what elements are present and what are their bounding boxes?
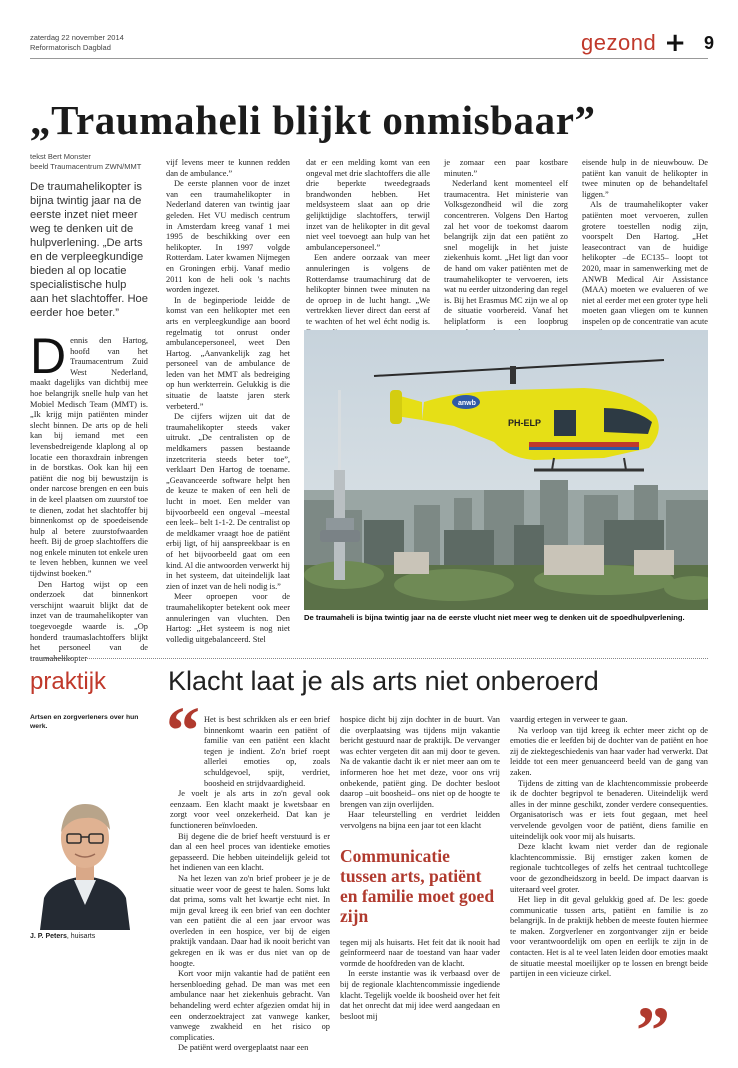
article2-column-1 bbox=[170, 715, 330, 1054]
photo-logo: anwb bbox=[458, 400, 476, 407]
column-section-name: praktijk bbox=[30, 668, 107, 695]
article2-column-2 bbox=[340, 715, 500, 1022]
body-paragraph: eisende hulp in de nieuwbouw. De patiënt kan vanuit de helikopter in twee minuten op de behandeltafel liggen.” bbox=[582, 158, 708, 199]
body-paragraph: ennis den Hartog, hoofd van het Traumacentrum Zuid West Nederland, maakt dagelijks van dichtbij mee hoe belangrijk snelle hulp van het Mobiel Medisch Team (MMT) is. „Ik krijg mijn patiënten minder slecht binnen. De arts op de heli kan bij iemand met een levensbedreigende klaplong al op locatie een thoraxdrain inbrengen in de borstkas. Ook kan hij een patiënt die nog bij bewustzijn is onder narcose brengen en een buis in de keel plaatsen om zuurstof toe te dienen, zodat het slachtoffer bij binnenkomst op de spoedeisende hulp al betere zuurstofwaarden heeft. Bij de groep slachtoffers die nog enkele minuten tot enkele uren te leven hebben, kunnen we veel tijdwinst boeken.” bbox=[30, 336, 148, 579]
body-paragraph: Haar teleurstelling en verdriet leidden vervolgens na bijna een jaar tot een klacht bbox=[340, 810, 500, 830]
body-paragraph: Een andere oorzaak van meer annuleringen is volgens de Rotterdamse traumachirurg dat de helikopter binnen twee minuten na de oproep in de lucht hangt. „We vertrekken liever direct dan eerst af te wachten of het wel écht nodig is. bbox=[306, 253, 430, 326]
newspaper-name: Reformatorisch Dagblad bbox=[30, 43, 111, 52]
article1-column-2 bbox=[166, 158, 290, 645]
body-paragraph: Deze klacht kwam niet verder dan de regionale klachtencommissie. Bij ernstiger zaken komen de regionale tuchtcolleges of zelfs het centraal tuchtcollege voor de gezondheidszorg in beeld. De impact daarvan is uiteraard veel groter. bbox=[510, 842, 708, 894]
body-paragraph: tegen mij als huisarts. Het feit dat ik nooit had geïnformeerd naar de toestand van haar vader vormde de hoofdreden van de klacht. bbox=[340, 937, 500, 968]
drop-cap: D bbox=[30, 328, 67, 384]
body-paragraph: In de beginperiode leidde de komst van een helikopter met een arts en verpleegkundige aan boord regelmatig tot onrust onder ambulancepersoneel, weet Den Hartog. „Aanvankelijk zag het personeel van de ambulance de leden van het MMT als bedreiging op hun werkterrein. Gelukkig is die situatie de laatste jaren sterk verbeterd.” bbox=[166, 295, 290, 411]
pull-quote: Communicatie tussen arts, patiënt en familie moet goed zijn bbox=[340, 845, 495, 926]
photo-caption: De traumaheli is bijna twintig jaar na de eerste vlucht niet meer weg te denken uit de spoedhulpverlening. bbox=[304, 613, 685, 622]
body-paragraph: Tijdens de zitting van de klachtencommissie probeerde ik de dochter begripvol te benaderen. Uiteindelijk werd alles in der minne geschikt, zonder verdere consequenties. Organisatorisch was er iets fout gegaan, met heel vervelende gevolgen voor de patiënt, diens familie en uiteindelijk ook voor mij als huisarts. bbox=[510, 778, 708, 841]
body-paragraph: Het liep in dit geval gelukkig goed af. De les: goede communicatie tussen arts, patiënt en familie is zo belangrijk. In de praktijk hebben de meeste fouten hiermee te maken. Zorgverlener en zorgontvanger zijn er beide voor verantwoordelijk om open en eerlijk te zijn in de contacten. Het is al te veel laten leiden door emoties maakt de situatie meestal moeilijker op te lossen en brengt beide partijen in een vicieuze cirkel. bbox=[510, 895, 708, 979]
portrait-name: J. P. Peters bbox=[30, 933, 67, 940]
article1-column-4 bbox=[444, 158, 568, 338]
header-rule bbox=[30, 58, 708, 59]
body-paragraph: Meer oproepen voor de traumahelikopter betekent ook meer annuleringen van vluchten. Den Hartog: „Het systeem is nog niet volledig uitgebalanceerd. Stel bbox=[166, 592, 290, 644]
body-paragraph: Kort voor mijn vakantie had de patiënt een hersenbloeding gehad. De man was met een ambulance naar het ziekenhuis gebracht. Van behandeling werd echter afgezien omdat hij in een onderzoektraject zat vanwege kanker, vanwege zwakheid en het risico op complicaties. bbox=[170, 969, 330, 1042]
article2-column-3 bbox=[510, 715, 708, 980]
body-paragraph: Den Hartog wijst op een onderzoek dat binnenkort verschijnt waaruit blijkt dat de inzet van de traumahelikopter van toegevoegde waarde is. „Op honderd traumaslachtoffers blijkt het personeel van de traumahelikopter bbox=[30, 579, 148, 663]
issue-meta bbox=[30, 33, 124, 53]
photo-credit: beeld Traumacentrum ZWN/MMT bbox=[30, 162, 142, 171]
portrait-role: , huisarts bbox=[66, 933, 96, 940]
quote-close-icon: ” bbox=[636, 992, 670, 1068]
body-paragraph: Je voelt je als arts in zo'n geval ook eenzaam. Een klacht maakt je kwetsbaar en zorgt voor veel onzekerheid. Dat kan je functioneren beïnvloeden. bbox=[170, 789, 330, 830]
body-paragraph: Na verloop van tijd kreeg ik echter meer zicht op de emoties die er leefden bij de dochter van de patiënt en hoe zij de ziektegeschiedenis van haar vader had verwerkt. Dat leidde tot een meer genuanceerd beeld van de gang van zaken. bbox=[510, 725, 708, 777]
body-paragraph: De patiënt werd overgeplaatst naar een bbox=[178, 1043, 309, 1053]
body-paragraph: Nederland kent momenteel elf traumacentra. Het ministerie van Volksgezondheid wil die zorg concentreren. Volgens Den Hartog zal het voor de toekomst daarom belangrijk zijn dat een patiënt zo snel mogelijk in het juiste ziekenhuis komt. „Het ligt dan voor de hand om vaker patiënten met de traumahelikopter te vervoeren, iets wat nu eerder uitzondering dan regel is. Bij het Erasmus MC zijn we al op de situatie voorbereid. Vanaf het heliplatform is een loopbrug bbox=[444, 179, 568, 326]
photo-tail-number: PH-ELP bbox=[508, 418, 542, 428]
quote-open-icon: “ bbox=[166, 692, 200, 768]
secondary-headline: Klacht laat je als arts niet onberoerd bbox=[168, 666, 599, 696]
body-paragraph: Na het lezen van zo'n brief probeer je je de situatie weer voor de geest te halen. Soms lukt dat prima, soms valt het kwartje echt niet. In mijn geval kreeg ik een brief van een dochter van een patiënt die al een jaar ervoor was overleden in een hospice, ver bij de eigen praktijk vandaan. Daar had ik nooit bericht van gekregen en ik was er dus niet van op de hoogte. bbox=[170, 873, 330, 968]
body-paragraph: In eerste instantie was ik verbaasd over de bij de regionale klachtencommissie ingediende klacht. Tegelijk voelde ik boosheid over het feit dat het onrecht dat mij idee werd aangedaan en besloot mij bbox=[340, 969, 500, 1021]
portrait-caption bbox=[30, 933, 150, 940]
section-divider bbox=[30, 658, 708, 659]
body-paragraph: Als de traumahelikopter vaker patiënten moet vervoeren, zullen grotere toestellen nodig zijn, voorspelt Den Hartog. „Het leasecontract van de huidige helikopter –de EC135– loopt tot 2020, maar in samenwerking met de ANWB Medical Air Assistance (MAA) moeten we evalueren of we niet al eerder met een groter type heli moeten gaan vliegen om te kunnen inspelen op de concentratie van acute bbox=[582, 200, 708, 326]
body-paragraph: De eerste plannen voor de inzet van een traumahelikopter in Nederland dateren van twintig jaar geleden. Het VU medisch centrum in Amsterdam kreeg vanaf 1 mei 1995 de beschikking over een helikopter. In 1997 volgde Rotterdam. Later kwamen Nijmegen en Groningen erbij. Vanaf medio 2011 kon de heli ook 's nachts worden ingezet. bbox=[166, 179, 290, 295]
article1-column-3 bbox=[306, 158, 430, 338]
body-paragraph: je zomaar een paar kostbare minuten.” bbox=[444, 158, 568, 178]
body-paragraph: vijf levens meer te kunnen redden dan de ambulance.” bbox=[166, 158, 290, 178]
column-intro: Artsen en zorgverleners over hun werk. bbox=[30, 714, 139, 730]
article1-column-1 bbox=[30, 152, 148, 664]
issue-date: zaterdag 22 november 2014 bbox=[30, 33, 124, 42]
body-paragraph: De cijfers wijzen uit dat de traumahelikopter steeds vaker uitrukt. „De centralisten op de meldkamers passen bestaande inzetcriteria steeds beter toe”, verklaart Den Hartog de toename. „Geavanceerde software helpt hen de keuze te maken of een heli de lucht in moet. Een melder van bijvoorbeeld een ongeval –meestal een leek– belt 1-1-2. De centralist op de meldkamer vraagt hoe de patiënt erbij ligt, of hij aanspreekbaar is en of het bijvoorbeeld gaat om een kind. Al die antwoorden verwerkt hij in het systeem, dat uiteindelijk laat zien of inzet van de heli nodig is.” bbox=[166, 412, 290, 591]
body-paragraph: vaardig ertegen in verweer te gaan. bbox=[510, 715, 628, 724]
author-credit: tekst Bert Monster bbox=[30, 152, 91, 161]
body-paragraph: dat er een melding komt van een ongeval met drie slachtoffers die alle drie beperkte tweedegraads brandwonden hebben. Het meldsysteem slaat aan op drie gelijktijdige slachtoffers, terwijl inzet van de helikopter in dit geval niet veel toevoegt aan hulp van het ambulancepersoneel.” bbox=[306, 158, 430, 252]
author-portrait bbox=[30, 780, 140, 930]
body-paragraph: Het is best schrikken als er een brief binnenkomt waarin een patiënt of familie van een patiënt een klacht tegen je indient. Zo'n brief roept allerlei emoties op, zoals schuldgevoel, spijt, verdriet, boosheid en strijdvaardigheid. bbox=[204, 715, 330, 788]
helicopter-photo bbox=[304, 330, 708, 610]
body-paragraph: Bij degene die de brief heeft verstuurd is er dan al een heel proces van identieke emoties gepasseerd. Die hebben uiteindelijk geleid tot het indienen van een klacht. bbox=[170, 831, 330, 873]
plus-icon: + bbox=[664, 28, 686, 58]
main-headline: „Traumaheli blijkt onmisbaar” bbox=[30, 97, 596, 143]
article1-column-5 bbox=[582, 158, 708, 338]
article-lead: De traumahelikopter is bijna twintig jaar na de eerste inzet niet meer weg te denken uit de hulpverlening. „De arts en de verpleegkundige bieden al op locatie specialistische hulp aan het slachtoffer. Hoe eerder hoe beter.” bbox=[30, 181, 148, 319]
section-header bbox=[581, 30, 714, 56]
section-name: gezond bbox=[581, 30, 657, 55]
body-paragraph: hospice dicht bij zijn dochter in de buurt. Van die overplaatsing was tijdens mijn vakantie bericht gestuurd naar de praktijk. De vervanger was echter vergeten dit aan mij door te geven. Na de vakantie dacht ik er niet meer aan om te informeren hoe het met deze, voor ons vrij onbekende, patiënt ging. De dochter besloot daarop –uit boosheid– ons niet op de hoogte te brengen van zijn overlijden. bbox=[340, 715, 500, 809]
page-number: 9 bbox=[703, 32, 714, 53]
